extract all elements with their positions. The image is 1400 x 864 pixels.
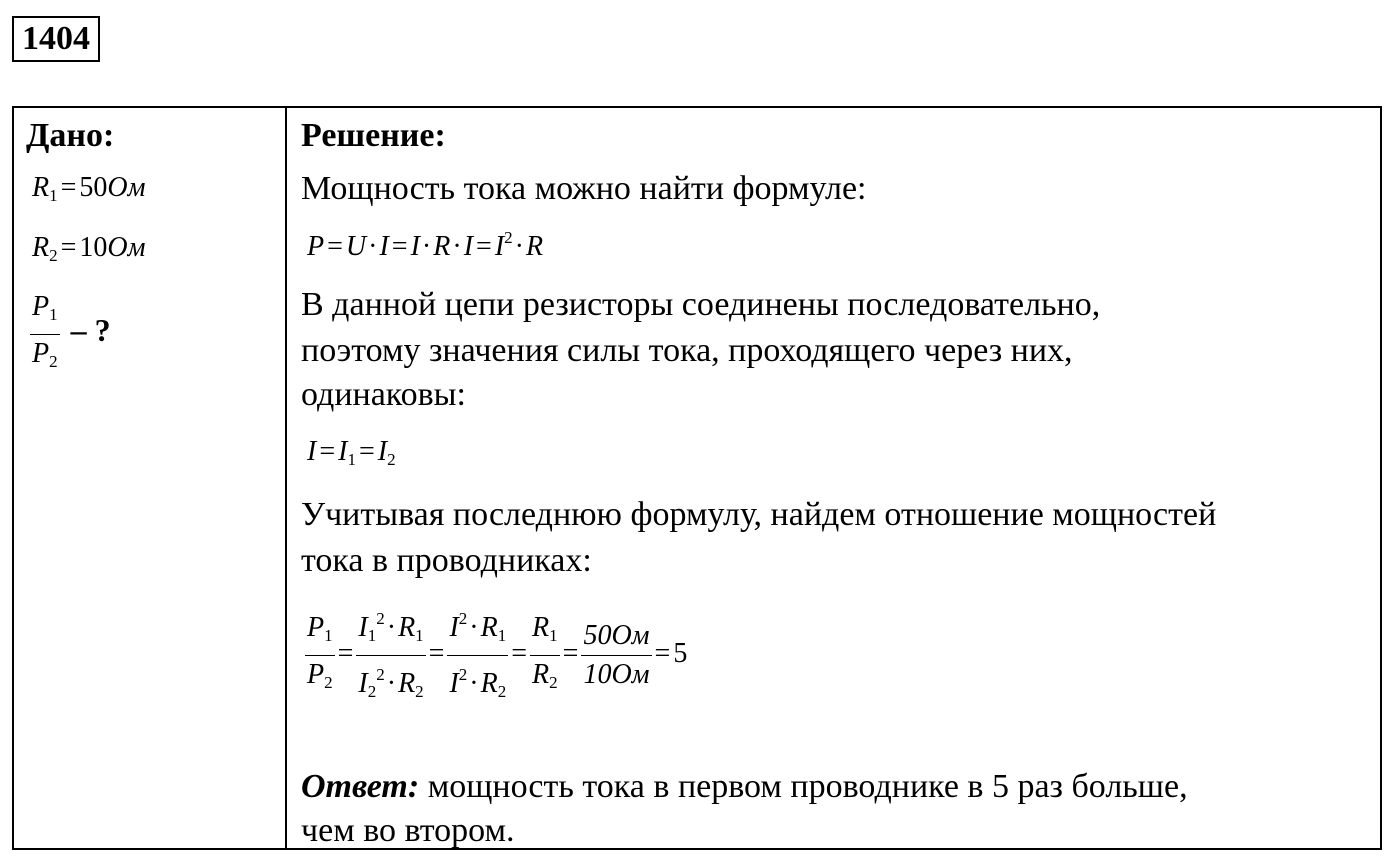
given-heading: Дано: [26,117,115,154]
solution-paragraph-1: Мощность тока можно найти формуле: [301,170,867,207]
solution-paragraph-3-line-1: Учитывая последнюю формулу, найдем отношение мощностей [301,496,1217,533]
answer-line-2: чем во втором. [301,812,515,849]
answer [301,764,1188,810]
answer-label: Ответ: [301,768,420,805]
find-question: – ? [70,311,111,348]
given-r1: $R_1 = 50Ом$ [32,172,146,205]
column-divider [285,108,287,848]
problem-number: 1404 [12,16,100,62]
current-equality-formula: $I = I_1 = I_2$ [307,436,396,469]
given-find [30,290,111,379]
power-ratio-formula: $\frac{P_1}{P_2}$ = $\frac{I_1^2\cdot R_1}{I_2^2\cdot R_2}$ = $\frac{I^2\cdot R_1}{I^2\cdot R_2}$ = $\frac{R_1}{R_2}$ = $\frac{50Ом}{10Ом}$ = 5 [305,602,687,709]
given-r2: $R_2 = 10Ом$ [32,232,146,265]
solution-paragraph-3-line-2: тока в проводниках: [301,542,592,579]
answer-line-1: мощность тока в первом проводнике в 5 раз больше, [419,768,1188,805]
solution-paragraph-2-line-2: поэтому значения силы тока, проходящего через них, [301,332,1073,369]
solution-paragraph-2-line-3: одинаковы: [301,376,466,413]
ratio-p1-p2: $\frac{P_1}{P_2}$ [32,291,58,371]
solution-table [12,106,1382,850]
solution-paragraph-2-line-1: В данной цепи резисторы соединены последовательно, [301,286,1101,323]
power-formula: $P = U\cdot I = I\cdot R\cdot I = I^2\cdot R$ [307,228,544,262]
solution-heading: Решение: [301,117,446,154]
